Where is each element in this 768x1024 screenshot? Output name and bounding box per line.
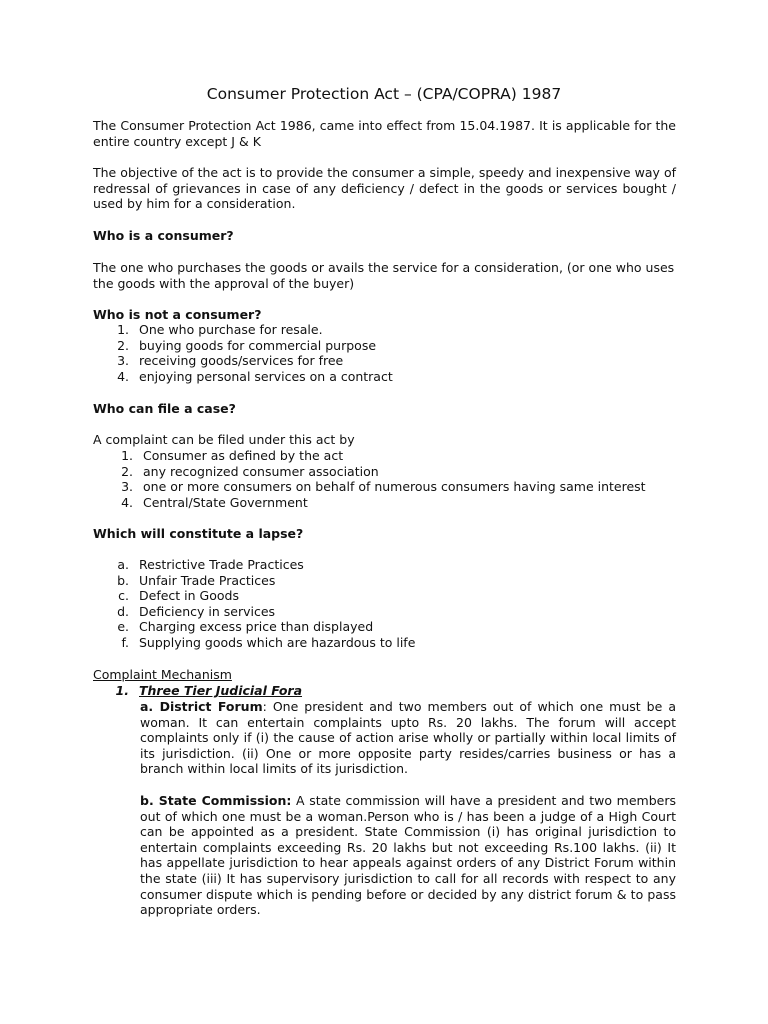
list-item: d. Deficiency in services <box>117 603 276 619</box>
mechanism-heading: Complaint Mechanism <box>93 667 232 682</box>
file-case-list <box>93 448 676 510</box>
document-title: Consumer Protection Act – (CPA/COPRA) 1987 <box>206 85 562 103</box>
list-item: 2. any recognized consumer association <box>121 463 379 479</box>
lapse-list <box>93 557 676 651</box>
list-item: 1. Consumer as defined by the act <box>121 448 344 463</box>
tier-label: Three Tier Judicial Fora <box>139 683 303 698</box>
objective-paragraph: The objective of the act is to provide the consumer a simple, speedy and inexpensive way of redressal of grievances in case of any deficiency / defect in the goods or services bought / used by him for a consideration. <box>93 165 676 212</box>
list-item: c. Defect in Goods <box>118 588 239 604</box>
list-item: e. Charging excess price than displayed <box>117 619 374 635</box>
list-item: 4. enjoying personal services on a contract <box>117 368 393 384</box>
not-consumer-list <box>93 322 676 384</box>
list-item: a. Restrictive Trade Practices <box>117 557 304 572</box>
list-item: b. Unfair Trade Practices <box>117 572 276 588</box>
consumer-definition: The one who purchases the goods or avails the service for a consideration, (or one who uses the goods with the approval of the buyer) <box>93 260 675 291</box>
list-item: 1. One who purchase for resale. <box>117 322 323 337</box>
consumer-heading: Who is a consumer? <box>93 228 234 243</box>
not-consumer-heading: Who is not a consumer? <box>93 307 262 322</box>
district-forum-paragraph <box>140 699 676 777</box>
state-commission-label: b. State Commission: <box>140 793 292 808</box>
district-forum-label: a. District Forum <box>140 699 263 714</box>
list-item: 3. receiving goods/services for free <box>117 353 344 369</box>
list-item: f. Supplying goods which are hazardous to life <box>121 634 416 650</box>
list-item: 3. one or more consumers on behalf of numerous consumers having same interest <box>121 479 646 495</box>
intro-paragraph: The Consumer Protection Act 1986, came into effect from 15.04.1987. It is applicable for the entire country except J & K <box>93 118 676 149</box>
tier-heading <box>93 683 302 699</box>
state-commission-text: A state commission will have a president and two members out of which one must be a woman.Person who is / has been a judge of a High Court can be appointed as a president. State Commission (i) has original jurisdiction to entertain complaints exceeding Rs. 20 lakhs but not exceeding Rs.100 lakhs. (ii) It has appellate jurisdiction to hear appeals against orders of any District Forum within the state (iii) It has supervisory jurisdiction to call for all records with respect to any consumer dispute which is pending before or decided by any district forum & to pass appropriate orders. <box>140 793 677 918</box>
list-item: 2. buying goods for commercial purpose <box>117 337 377 353</box>
tier-number: 1. <box>115 683 129 698</box>
file-case-intro: A complaint can be filed under this act by <box>93 432 355 447</box>
district-forum-text: : One president and two members out of which one must be a woman. It can entertain complaints upto Rs. 20 lakhs. The forum will accept complaints only if (i) the cause of action arise wholly or partially within local limits of its jurisdiction. (ii) One or more opposite party resides/carries business or has a branch within local limits of its jurisdiction. <box>140 699 676 777</box>
file-case-heading: Who can file a case? <box>93 401 236 416</box>
state-commission-paragraph <box>140 793 676 918</box>
lapse-heading: Which will constitute a lapse? <box>93 526 304 541</box>
list-item: 4. Central/State Government <box>121 494 308 510</box>
